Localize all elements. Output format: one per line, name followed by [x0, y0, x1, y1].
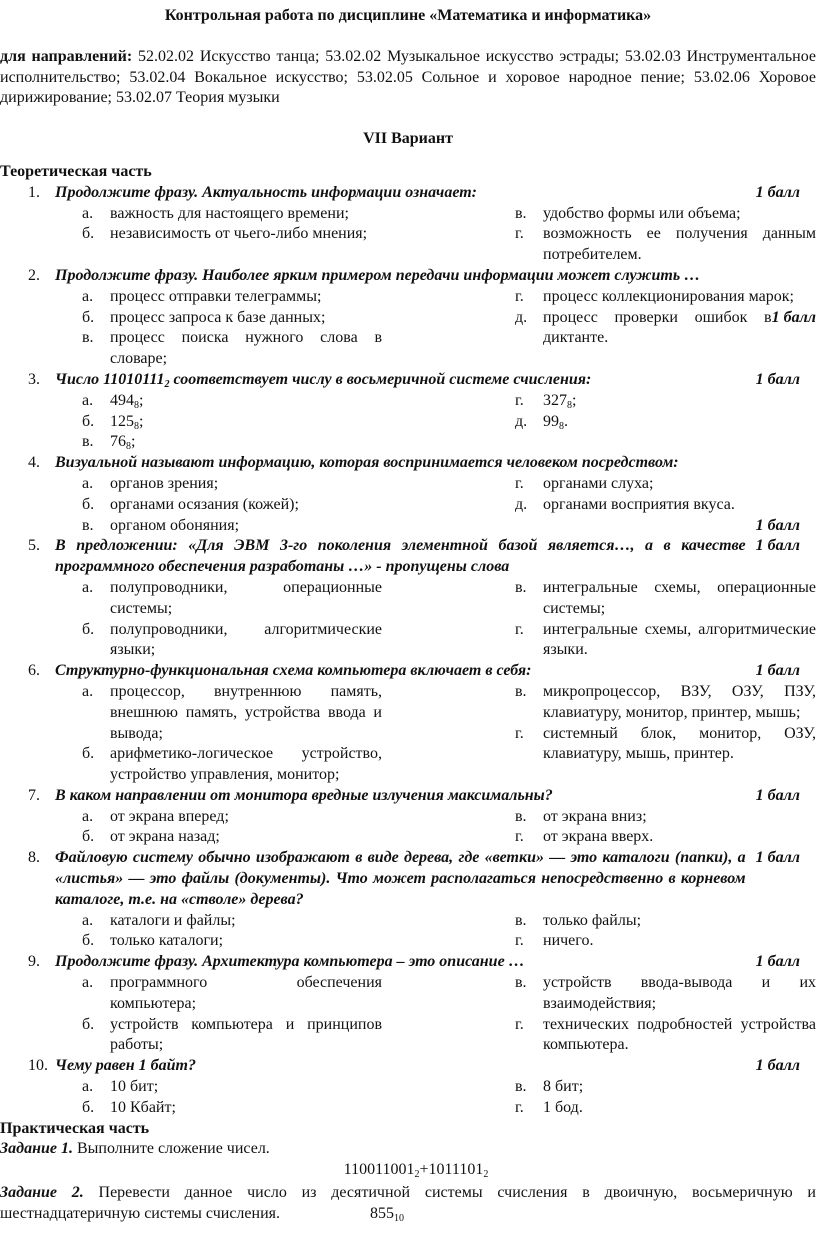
answer-option	[515, 682, 816, 724]
option-value: 76	[110, 433, 126, 451]
option-value: органом обоняния;	[110, 516, 240, 534]
option-value: полупроводники, алгоритмические языки;	[110, 620, 382, 659]
option-text	[110, 744, 382, 786]
option-text	[110, 827, 382, 848]
question-header	[0, 786, 816, 807]
option-text	[110, 1015, 382, 1057]
option-label: г.	[515, 828, 524, 846]
option-value: удобство формы или объема;	[543, 204, 741, 222]
question-text	[55, 266, 800, 287]
option-text	[543, 1098, 816, 1119]
option-label: г.	[515, 724, 524, 742]
option-label: в.	[515, 911, 527, 929]
option-text	[543, 724, 816, 766]
options-column-left	[82, 807, 382, 849]
answer-option	[515, 807, 816, 828]
directions-label: для направлений:	[0, 47, 133, 65]
option-text	[543, 682, 816, 724]
option-label: а.	[82, 974, 94, 992]
options-column-left	[82, 682, 382, 786]
option-label: а.	[82, 1078, 94, 1096]
question-number: 3.	[28, 370, 40, 388]
answer-option	[515, 412, 816, 433]
option-value: органов зрения;	[110, 474, 219, 492]
directions-text: 52.02.02 Искусство танца; 53.02.02 Музыкальное искусство эстрады; 53.02.03 Инструментальное исполнительство; 53.02.04 Вокальное искусство; 53.02.05 Сольное и хоровое народное пение; 53.02.06 Хоровое дирижирование; 53.02.07 Теория музыки	[0, 47, 816, 107]
option-value: 10 Кбайт;	[110, 1098, 176, 1116]
question-text-part: Продолжите фразу. Наиболее ярким примером передачи информации может служить …	[55, 266, 701, 284]
options-column-right	[515, 287, 816, 370]
option-text	[543, 578, 816, 620]
option-value: 10 бит;	[110, 1078, 159, 1096]
variant-heading: VII Вариант	[363, 130, 453, 148]
option-label: г.	[515, 1015, 524, 1033]
question-number: 6.	[28, 662, 40, 680]
question-5	[0, 536, 816, 661]
option-text	[110, 287, 382, 308]
directions-paragraph	[0, 47, 816, 109]
task-2-label: Задание 2.	[0, 1184, 84, 1202]
option-base: 8	[134, 420, 139, 432]
option-value: процесс проверки ошибок в диктанте.	[543, 308, 772, 347]
answer-option	[82, 224, 382, 245]
option-value: возможность ее получения данным потребителем.	[543, 225, 816, 264]
option-text	[543, 224, 816, 266]
answer-option	[82, 911, 382, 932]
answer-option	[82, 682, 382, 744]
answer-option	[515, 308, 816, 350]
option-value: только каталоги;	[110, 932, 224, 950]
question-number: 9.	[28, 953, 40, 971]
option-text	[110, 973, 382, 1015]
question-text-part: Продолжите фразу. Актуальность информации означает:	[55, 183, 477, 201]
answer-option	[515, 224, 816, 266]
question-text-part: Продолжите фразу. Архитектура компьютера – это описание …	[55, 953, 525, 971]
task-2-number	[370, 1205, 404, 1222]
answer-option	[82, 973, 382, 1015]
option-label: д.	[515, 495, 528, 513]
answer-option	[82, 744, 382, 786]
option-text	[543, 204, 816, 225]
points-label: 1 балл	[755, 662, 800, 680]
question-header	[0, 1056, 816, 1077]
answer-option	[82, 827, 382, 848]
options-column-left	[82, 1077, 382, 1119]
option-label: б.	[82, 620, 95, 638]
answer-option	[515, 495, 816, 516]
question-3	[0, 370, 816, 453]
answer-option	[82, 931, 382, 952]
option-punct: ;	[139, 412, 144, 430]
plus-sign: +	[419, 1161, 429, 1179]
task-1	[0, 1139, 816, 1160]
answer-options	[0, 391, 816, 453]
options-column-right	[515, 973, 816, 1056]
option-label: б.	[82, 932, 95, 950]
option-text	[543, 827, 816, 848]
question-9	[0, 952, 816, 1056]
option-value: системный блок, монитор, ОЗУ, клавиатуру, мышь, принтер.	[543, 724, 816, 763]
answer-option	[82, 308, 382, 329]
options-column-right	[515, 1077, 816, 1119]
task-1-text: Выполните сложение чисел.	[72, 1140, 270, 1158]
task-1-label: Задание 1.	[0, 1140, 73, 1158]
question-text	[55, 183, 746, 204]
points-label: 1 балл	[755, 183, 800, 201]
option-punct: ;	[572, 391, 577, 409]
option-label: а.	[82, 578, 94, 596]
answer-options	[0, 1077, 816, 1119]
option-value: микропроцессор, ВЗУ, ОЗУ, ПЗУ, клавиатуру, монитор, принтер, мышь;	[543, 682, 816, 721]
option-text	[543, 412, 816, 433]
option-text	[543, 911, 816, 932]
question-8	[0, 848, 816, 952]
answer-option	[82, 495, 382, 516]
option-value: процесс запроса к базе данных;	[110, 308, 326, 326]
theory-heading: Теоретическая часть	[0, 162, 152, 180]
answer-option	[515, 204, 816, 225]
options-column-right	[515, 391, 816, 453]
option-text	[543, 308, 816, 350]
option-value: интегральные схемы, операционные системы;	[543, 578, 816, 617]
answer-option	[82, 432, 382, 453]
option-value: ничего.	[543, 932, 594, 950]
option-value: от экрана вверх.	[543, 828, 654, 846]
practice-heading: Практическая часть	[0, 1119, 150, 1137]
document-title: Контрольная работа по дисциплине «Математика и информатика»	[164, 7, 652, 24]
options-column-right	[515, 911, 816, 953]
answer-option	[82, 412, 382, 433]
option-label: а.	[82, 807, 94, 825]
question-text	[55, 786, 746, 807]
option-label: в.	[515, 682, 527, 700]
option-text	[543, 391, 816, 412]
option-value: процесс поиска нужного слова в словаре;	[110, 329, 382, 368]
answer-option	[515, 578, 816, 620]
points-label: 1 балл	[755, 786, 800, 804]
option-text	[110, 578, 382, 620]
question-text-part: Число 11010111	[55, 370, 165, 388]
option-value: только файлы;	[543, 911, 642, 929]
option-label: а.	[82, 287, 94, 305]
option-text	[110, 807, 382, 828]
answer-options	[0, 973, 816, 1056]
question-header	[0, 183, 816, 204]
option-label: в.	[515, 974, 527, 992]
answer-option	[515, 911, 816, 932]
answer-options	[0, 807, 816, 849]
option-value: от экрана назад;	[110, 828, 220, 846]
answer-option	[82, 516, 382, 537]
answer-options	[0, 911, 816, 953]
option-value: полупроводники, операционные системы;	[110, 578, 382, 617]
option-label: г.	[515, 474, 524, 492]
question-text	[55, 952, 746, 973]
task-1-expression	[0, 1160, 816, 1181]
option-value: от экрана вниз;	[543, 807, 647, 825]
question-number: 2.	[28, 266, 40, 284]
operand-b: 1011101	[428, 1161, 484, 1179]
option-label: г.	[515, 391, 524, 409]
option-value: арифметико-логическое устройство, устройство управления, монитор;	[110, 745, 382, 784]
task-2-text: Перевести данное число из десятичной системы счисления в двоичную, восьмеричную и шестнадцатеричную системы счисления.	[0, 1184, 816, 1222]
option-text	[543, 931, 816, 952]
question-header	[0, 266, 816, 287]
answer-options	[0, 682, 816, 786]
answer-option	[515, 1015, 816, 1057]
options-column-left	[82, 204, 382, 266]
task-2	[0, 1183, 816, 1225]
option-punct: ;	[131, 433, 136, 451]
question-2	[0, 266, 816, 370]
options-column-left	[82, 391, 382, 453]
question-number: 5.	[28, 537, 40, 555]
operand-a: 110011001	[343, 1161, 415, 1179]
option-text	[543, 287, 816, 308]
options-column-right	[515, 682, 816, 786]
question-header	[0, 536, 816, 578]
answer-option	[515, 827, 816, 848]
question-number: 10.	[28, 1057, 48, 1075]
question-7	[0, 786, 816, 848]
answer-option	[82, 1015, 382, 1057]
options-column-left	[82, 578, 382, 661]
question-number: 8.	[28, 849, 40, 867]
answer-option	[82, 620, 382, 662]
option-label: а.	[82, 682, 94, 700]
answer-option	[515, 724, 816, 766]
option-punct: .	[564, 412, 568, 430]
options-column-right	[515, 204, 816, 266]
question-header	[0, 848, 816, 910]
answer-option	[82, 287, 382, 308]
option-label: в.	[82, 516, 94, 534]
answer-option	[515, 1077, 816, 1098]
options-column-left	[82, 973, 382, 1056]
option-value: 1 бод.	[543, 1098, 583, 1116]
option-text	[543, 474, 816, 495]
points-label: 1 балл	[755, 953, 800, 971]
option-base: 8	[126, 441, 131, 453]
option-value: независимость от чьего-либо мнения;	[110, 225, 368, 243]
option-label: в.	[515, 1078, 527, 1096]
option-value: процесс отправки телеграммы;	[110, 287, 322, 305]
question-10	[0, 1056, 816, 1118]
option-text	[110, 308, 382, 329]
option-punct: ;	[139, 391, 144, 409]
answer-option	[82, 328, 382, 370]
answer-option	[515, 620, 816, 662]
option-text	[110, 432, 382, 453]
points-label: 1 балл	[755, 370, 800, 388]
option-text	[110, 911, 382, 932]
option-label: б.	[82, 225, 95, 243]
option-value: 8 бит;	[543, 1078, 584, 1096]
option-label: б.	[82, 828, 95, 846]
option-label: г.	[515, 1098, 524, 1116]
option-base: 8	[559, 420, 564, 432]
option-text	[110, 1077, 382, 1098]
question-4	[0, 453, 816, 536]
operand-b-base: 2	[483, 1169, 489, 1181]
option-label: б.	[82, 495, 95, 513]
option-label: г.	[515, 932, 524, 950]
option-base: 8	[134, 399, 139, 411]
option-value: каталоги и файлы;	[110, 911, 236, 929]
option-label: а.	[82, 474, 94, 492]
option-value: от экрана вперед;	[110, 807, 229, 825]
number-base: 10	[393, 1212, 404, 1224]
question-number: 7.	[28, 786, 40, 804]
option-label: а.	[82, 911, 94, 929]
option-value: органами восприятия вкуса.	[543, 495, 735, 513]
question-header	[0, 661, 816, 682]
option-label: б.	[82, 1015, 95, 1033]
operand-a-base: 2	[414, 1169, 420, 1181]
question-text	[55, 848, 746, 910]
option-label: г.	[515, 620, 524, 638]
option-value: 494	[110, 391, 134, 409]
answer-option	[82, 1098, 382, 1119]
option-text	[110, 204, 382, 225]
option-text	[110, 620, 382, 662]
option-label: в.	[82, 433, 94, 451]
question-header	[0, 952, 816, 973]
answer-options	[0, 578, 816, 661]
option-text	[543, 620, 816, 662]
option-text	[543, 495, 816, 516]
option-label: б.	[82, 1098, 95, 1116]
question-text	[55, 453, 800, 474]
question-text-part: В каком направлении от монитора вредные излучения максимальны?	[55, 786, 553, 804]
option-base: 8	[567, 399, 572, 411]
answer-option	[515, 973, 816, 1015]
points-label: 1 балл	[755, 1057, 800, 1075]
option-label: г.	[515, 225, 524, 243]
answer-option	[515, 391, 816, 412]
options-column-left	[82, 287, 382, 370]
option-value: органами слуха;	[543, 474, 654, 492]
options-column-left	[82, 911, 382, 953]
points-label: 1 балл	[755, 537, 800, 555]
options-column-left	[82, 474, 382, 536]
question-text-part: Визуальной называют информацию, которая воспринимается человеком посредством:	[55, 454, 679, 472]
points-label: 1 балл	[755, 516, 800, 534]
option-value: 327	[543, 391, 567, 409]
question-number: 1.	[28, 183, 40, 201]
answer-option	[515, 474, 816, 495]
option-label: в.	[515, 578, 527, 596]
question-text	[55, 661, 746, 682]
option-text	[110, 391, 382, 412]
answer-options	[0, 287, 816, 370]
option-value: устройств ввода-вывода и их взаимодействия;	[543, 974, 816, 1012]
option-label: д.	[515, 308, 528, 326]
option-value: процессор, внутреннюю память, внешнюю память, устройства ввода и вывода;	[110, 682, 382, 742]
answer-option	[515, 931, 816, 952]
option-text	[110, 224, 382, 245]
option-label: а.	[82, 391, 94, 409]
questions-list	[0, 183, 816, 1119]
option-label: б.	[82, 412, 95, 430]
answer-option	[82, 807, 382, 828]
question-text-part: соответствует числу в восьмеричной системе счисления:	[169, 370, 592, 388]
options-column-right	[515, 807, 816, 849]
option-text	[110, 328, 382, 370]
answer-option	[82, 1077, 382, 1098]
option-label: а.	[82, 204, 94, 222]
option-text	[543, 1077, 816, 1098]
answer-option	[82, 204, 382, 225]
question-number: 4.	[28, 454, 40, 472]
option-text	[110, 1098, 382, 1119]
option-label: д.	[515, 412, 528, 430]
option-text	[110, 516, 382, 537]
options-column-right	[515, 578, 816, 661]
answer-option	[515, 1098, 816, 1119]
option-value: 99	[543, 412, 559, 430]
subscript: 2	[164, 378, 170, 390]
option-label: в.	[515, 807, 527, 825]
answer-option	[82, 474, 382, 495]
question-text	[55, 370, 746, 391]
option-text	[543, 973, 816, 1015]
option-text	[110, 495, 382, 516]
option-label: в.	[515, 204, 527, 222]
option-value: программного обеспечения компьютера;	[110, 974, 382, 1012]
number-value: 855	[369, 1204, 394, 1222]
points-label: 1 балл	[755, 849, 800, 867]
option-text	[543, 807, 816, 828]
question-text-part: В предложении: «Для ЭВМ 3-го поколения элементной базой является…, а в качестве программного обеспечения разработаны …» - пропущены слова	[55, 537, 746, 576]
answer-option	[82, 391, 382, 412]
question-text	[55, 536, 746, 578]
question-text-part: Структурно-функциональная схема компьютера включает в себя:	[55, 662, 532, 680]
option-value: важность для настоящего времени;	[110, 204, 349, 222]
question-header	[0, 370, 816, 391]
answer-option	[515, 287, 816, 308]
option-text	[110, 412, 382, 433]
option-value: органами осязания (кожей);	[110, 495, 299, 513]
question-text-part: Чему равен 1 байт?	[55, 1057, 196, 1075]
question-text-part: Файловую систему обычно изображают в виде дерева, где «ветки» — это каталоги (папки), а «листья» — это файлы (документы). Что может располагаться непосредственно в корневом каталоге, т.е. на «стволе» дерева?	[55, 849, 746, 908]
question-1	[0, 183, 816, 266]
option-value: интегральные схемы, алгоритмические языки.	[543, 620, 816, 659]
option-text	[543, 1015, 816, 1057]
points-label: 1 балл	[771, 308, 816, 326]
answer-options	[0, 204, 816, 266]
question-header	[0, 453, 816, 474]
option-label: в.	[82, 329, 94, 347]
option-text	[110, 682, 382, 744]
option-value: 125	[110, 412, 134, 430]
option-label: г.	[515, 287, 524, 305]
option-text	[110, 474, 382, 495]
option-text	[110, 931, 382, 952]
answer-option	[82, 578, 382, 620]
option-label: б.	[82, 308, 95, 326]
option-value: процесс коллекционирования марок;	[543, 287, 794, 305]
question-text	[55, 1056, 746, 1077]
option-value: технических подробностей устройства компьютера.	[543, 1015, 816, 1054]
option-value: устройств компьютера и принципов работы;	[110, 1015, 382, 1054]
option-label: б.	[82, 745, 95, 763]
question-6	[0, 661, 816, 786]
